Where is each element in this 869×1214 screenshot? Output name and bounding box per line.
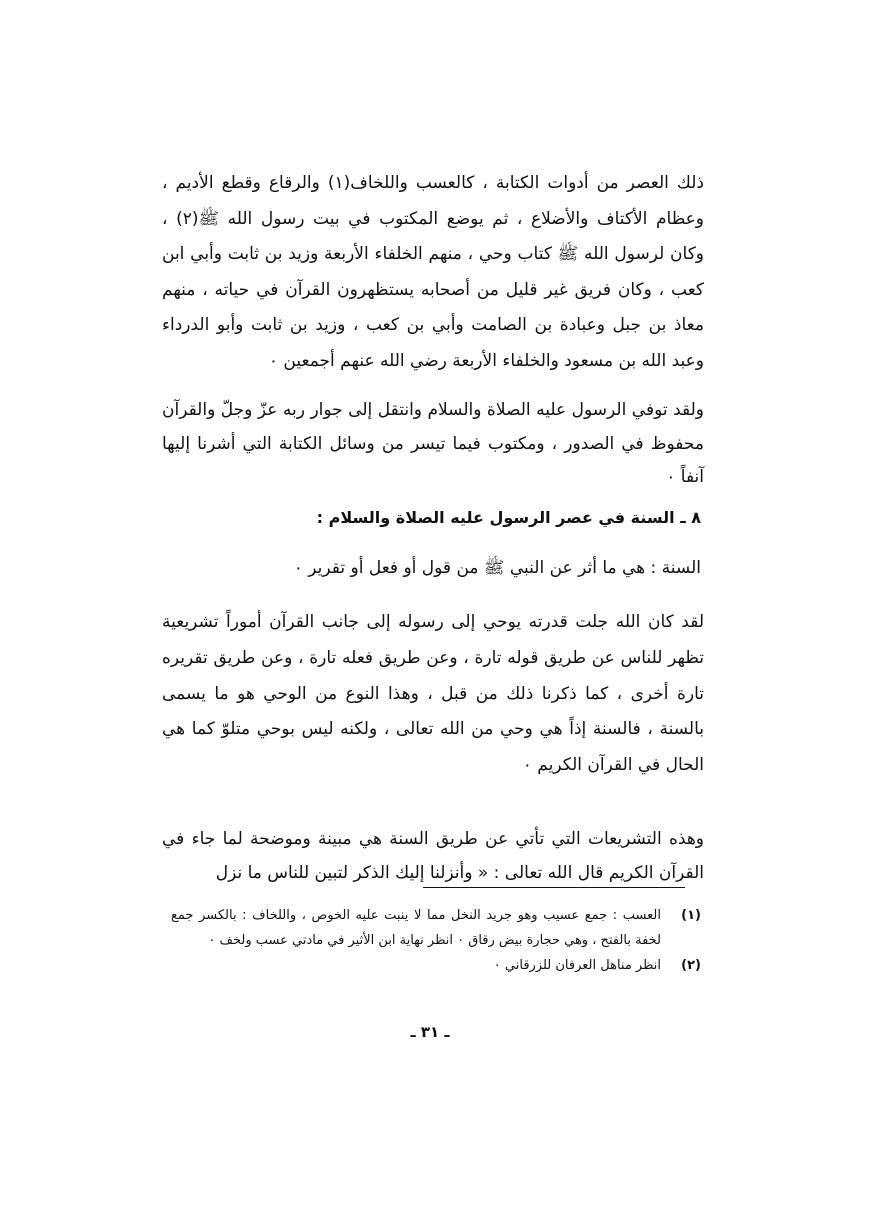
- footnote-text: انظر مناهل العرفان للزرقاني ٠: [493, 958, 661, 973]
- paragraph-sunnah-explanation: وهذه التشريعات التي تأتي عن طريق السنة هي مبينة وموضحة لما جاء في القرآن الكريم قال الله تعالى : « وأنزلنا إليك الذكر لتبين للناس ما نزل: [162, 829, 704, 883]
- sunnah-definition: السنة : هي ما أثر عن النبي ﷺ من قول أو فعل أو تقرير ٠: [293, 558, 701, 578]
- paragraph-compilation: ذلك العصر من أدوات الكتابة ، كالعسب واللخاف(١) والرقاع وقطع الأديم ، وعظام الأكتاف والأضلاع ، ثم يوضع المكتوب في بيت رسول الله ﷺ(٢) ، وكان لرسول الله ﷺ كتاب وحي ، منهم الخلفاء الأربعة وزيد بن ثابت وأبي ابن كعب ، وكان فريق غير قليل من أصحابه يستظهرون القرآن في حياته ، منهم معاذ بن جبل وعبادة بن الصامت وأبي بن كعب ، وزيد بن ثابت وأبو الدرداء وعبد الله بن مسعود والخلفاء الأربعة رضي الله عنهم أجمعين ٠: [162, 173, 704, 371]
- paragraph-prophet-death: ولقد توفي الرسول عليه الصلاة والسلام وانتقل إلى جوار ربه عزّ وجلّ والقرآن محفوظ في الصدور ، ومكتوب فيما تيسر من وسائل الكتابة التي أشرنا إليها آنفاً ٠: [162, 400, 704, 487]
- footnotes: [171, 903, 701, 978]
- footnote-text: العسب : جمع عسيب وهو جريد النخل مما لا ينبت عليه الخوص ، واللخاف : بالكسر جمع لخفة بالفتح ، وهي حجارة بيض رقاق ٠ انظر نهاية ابن الأثير في مادتي عسب ولخف ٠: [171, 908, 661, 948]
- footnote-number: (٢): [681, 958, 701, 973]
- page-number: ـ ٣١ ـ: [410, 1023, 450, 1041]
- footnote-divider: [423, 887, 685, 888]
- footnote-2: [171, 953, 701, 978]
- footnote-number: (١): [681, 908, 701, 923]
- section-heading: ٨ ـ السنة في عصر الرسول عليه الصلاة والسلام :: [316, 508, 701, 527]
- paragraph-sunnah-revelation: لقد كان الله جلت قدرته يوحي إلى رسوله إلى جانب القرآن أموراً تشريعية تظهر للناس عن طريق قوله تارة ، وعن طريق فعله تارة ، وعن طريق تقريره تارة أخرى ، كما ذكرنا ذلك من قبل ، وهذا النوع من الوحي هو ما يسمى بالسنة ، فالسنة إذاً هي وحي من الله تعالى ، ولكنه ليس بوحي متلوّ كما هي الحال في القرآن الكريم ٠: [162, 612, 704, 776]
- footnote-1: [171, 903, 701, 953]
